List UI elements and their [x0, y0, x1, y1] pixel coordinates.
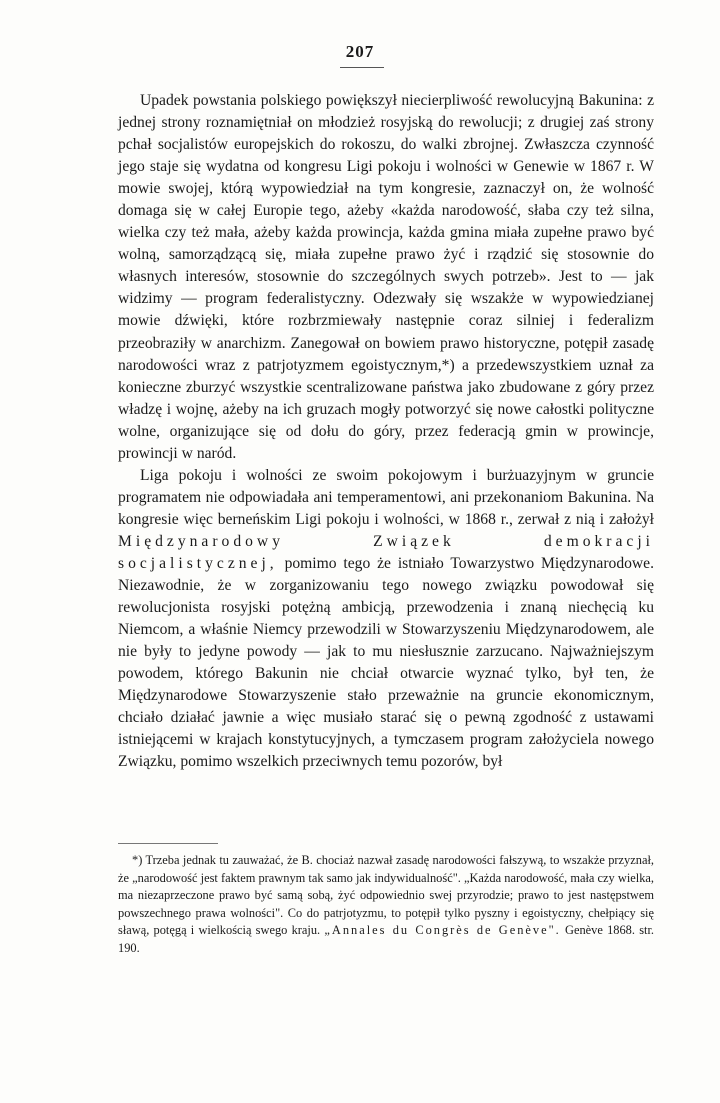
page-number-rule [340, 67, 384, 68]
page-number: 207 [345, 42, 375, 61]
paragraph-1: Upadek powstania polskiego powiększył niecierpliwość rewolucyjną Bakunina: z jednej strony roznamiętniał on młodzież rosyjską do rewolucji; z drugiej zaś strony pchał socjalistów europejskich do rokoszu, do walki zbrojnej. Zwłaszcza czynność jego staje się wydatna od kongresu Ligi pokoju i wolności w Genewie w 1867 r. W mowie swojej, którą wypowiedział na tym kongresie, zaznaczył on, że wolność domaga się w całej Europie tego, ażeby «każda narodowość, słaba czy też silna, wielka czy też mała, ażeby każda prowincja, każda gmina miała zupełne prawo być wolną, samorządzącą się, miała zupełne prawo żyć i rządzić się stosownie do własnych interesów, stosownie do szczególnych swych potrzeb». Jest to — jak widzimy — program federalistyczny. Odezwały się wszakże w wypowiedzianej mowie dźwięki, które rozbrzmiewały następnie coraz silniej i federalizm przeobraziły w anarchizm. Zanegował on bowiem prawo historyczne, potępił zasadę narodowości wraz z patrjotyzmem egoistycznym,*) a przedewszystkiem uznał za konieczne zburzyć wszystkie scentralizowane państwa jako zbudowane z góry przez władzę i wojnę, ażeby na ich gruzach mogły potworzyć się nowe całostki polityczne wolne, organizujące się od dołu do góry, przez federacją gmin w prowincje, prowincji w naród. [118, 92, 654, 462]
paragraph-2-start: Liga pokoju i wolności ze swoim pokojowym i burżuazyjnym w gruncie programatem nie odpowiadała ani temperamentowi, ani przekonaniom Bakunina. Na kongresie więc berneńskim Ligi pokoju i wolności, w 1868 r., zerwał z nią i założył [118, 466, 654, 528]
main-text [118, 90, 654, 773]
footnote-source-title: „Annales du Congrès de Genève". [324, 923, 561, 938]
footnote-text [118, 852, 654, 958]
paragraph-2-rest: pomimo tego że istniało Towarzystwo Międzynarodowe. Niezawodnie, że w zorganizowaniu tego nowego związku powodował się rewolucjonista rosyjski potężną ambicją, przewodzenia i znaną niechęcią ku Niemcom, a właśnie Niemcy przewodzili w Stowarzyszeniu Międzynarodowem, ale nie były to jedyne powody — jak to mu niesłusznie zarzucano. Najważniejszym powodem, którego Bakunin nie chciał otwarcie wyznać tylko, był ten, że Międzynarodowe Stowarzyszenie stało przeważnie na gruncie ekonomicznym, chciało działać jawnie a więc musiało starać się o pewną zgodność z ustawami istniejącemi w krajach konstytucyjnych, a tymczasem program założyciela nowego Związku, pomimo wszelkich przeciwnych temu pozorów, był [118, 554, 654, 771]
footnote-rule [118, 843, 218, 844]
association-name: Międzynarodowy Związek demokracji socjalistycznej, [118, 532, 654, 572]
paragraph-2 [118, 465, 654, 774]
footnote-source-ref: Genève 1868. str. 190. [118, 923, 654, 955]
footnote [118, 852, 654, 958]
footnote-body: *) Trzeba jednak tu zauważać, że B. chociaż nazwał zasadę narodowości fałszywą, to wszakże przyznał, że „narodowość jest faktem prawnym tak samo jak indywidualność". „Każda narodowość, mała czy wielka, ma niezaprzeczone prawo być samą sobą, żyć odpowiednio swej przyrodzie; prawo to jest następstwem powszechnego prawa wolności". Co do patrjotyzmu, to potępił tylko pyszny i egoistyczny, chełpiący się sławą, potęgą i wielkością swego kraju. [118, 853, 654, 938]
